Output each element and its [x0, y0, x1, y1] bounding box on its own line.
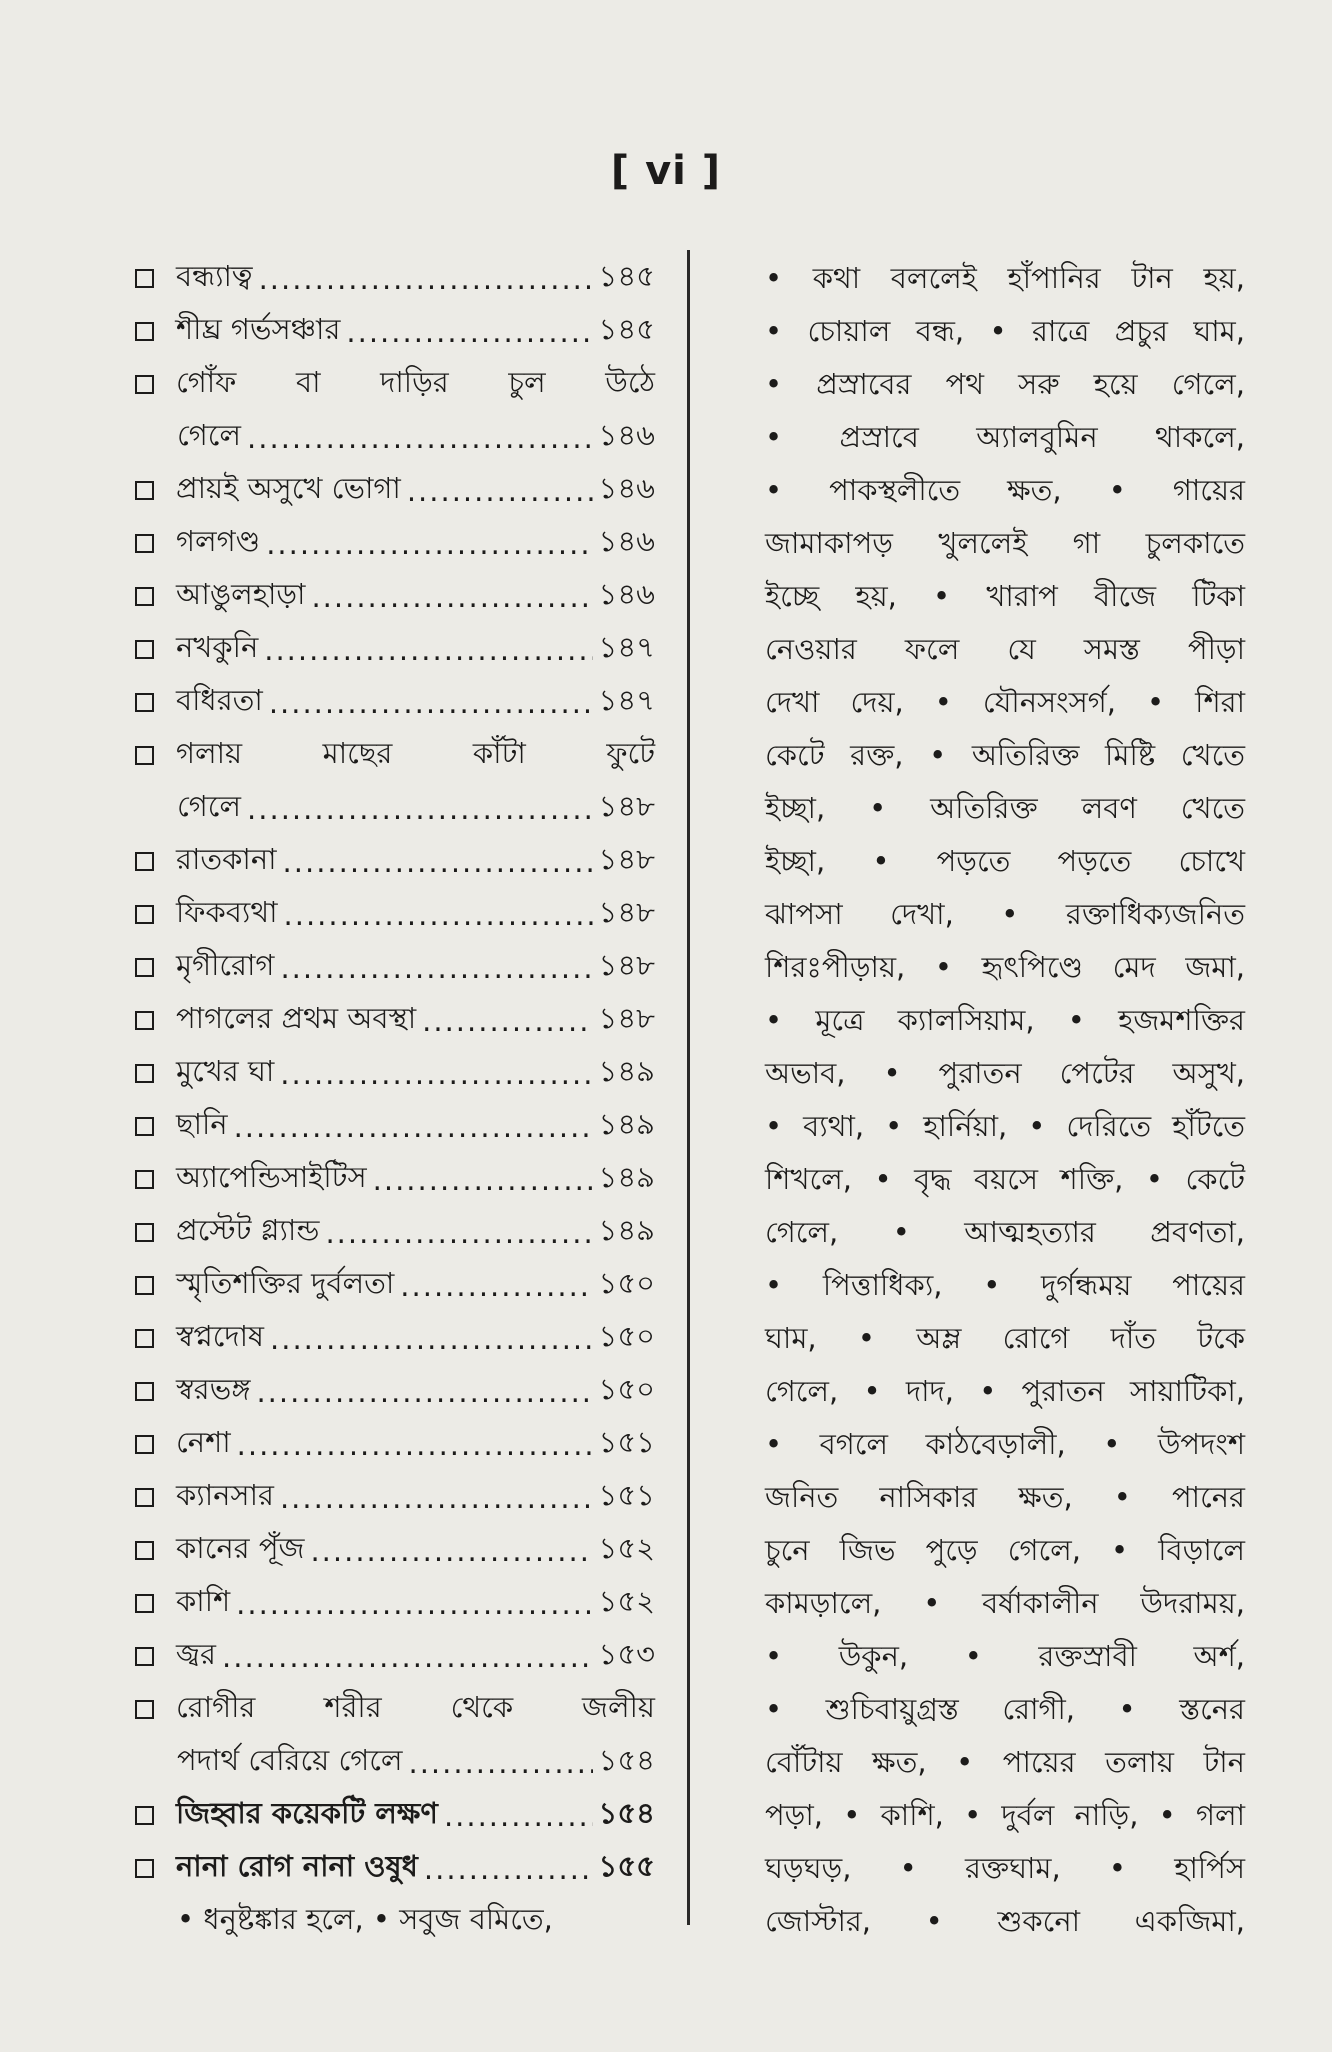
- dot-leader: [280, 1481, 593, 1515]
- toc-line: [135, 1524, 655, 1577]
- toc-entry: [135, 623, 655, 676]
- toc-entry: [135, 1047, 655, 1100]
- text-line: কামড়ালে, • বর্ষাকালীন উদরাময়,: [765, 1586, 1245, 1620]
- toc-line: [135, 888, 655, 941]
- toc-page-number: ১৪৯: [598, 1054, 655, 1088]
- toc-page-number: ১৪৯: [598, 1160, 655, 1194]
- toc-page-number: ১৫৪: [598, 1796, 655, 1830]
- text-line: • পিত্তাধিক্য, • দুর্গন্ধময় পায়ের: [765, 1268, 1245, 1302]
- checkbox-bullet-icon: [135, 1541, 154, 1560]
- checkbox-bullet-icon: [135, 1594, 154, 1613]
- toc-title: শীঘ্র গর্ভসঞ্চার: [176, 312, 341, 346]
- toc-entry: [135, 1630, 655, 1683]
- text-line: ইচ্ছে হয়, • খারাপ বীজে টিকা: [765, 579, 1245, 613]
- text-line: গেলে, • দাদ, • পুরাতন সায়াটিকা,: [765, 1374, 1245, 1408]
- toc-entry: [135, 888, 655, 941]
- checkbox-bullet-icon: [135, 1859, 154, 1878]
- checkbox-bullet-icon: [135, 958, 154, 977]
- toc-title: গলগণ্ড: [176, 524, 261, 558]
- toc-title: নেশা: [176, 1425, 231, 1459]
- toc-entry: [135, 1577, 655, 1630]
- dot-leader: [407, 474, 593, 508]
- toc-title: স্বপ্নদোষ: [176, 1319, 265, 1353]
- toc-page-number: ১৪৮: [598, 789, 655, 823]
- toc-line: [135, 1577, 655, 1630]
- toc-entry: [135, 1418, 655, 1471]
- toc-page-number: ১৫১: [598, 1478, 655, 1512]
- toc-entry: [135, 1312, 655, 1365]
- toc-entry: [135, 570, 655, 623]
- toc-title: কানের পূঁজ: [176, 1531, 305, 1565]
- text-line: ইচ্ছা, • অতিরিক্ত লবণ খেতে: [765, 791, 1245, 825]
- toc-line: [135, 517, 655, 570]
- toc-line: [135, 570, 655, 623]
- toc-title: গেলে: [177, 418, 242, 452]
- toc-page-number: ১৫১: [598, 1425, 655, 1459]
- dot-leader: [444, 1799, 593, 1833]
- checkbox-bullet-icon: [135, 322, 154, 341]
- dot-leader: [311, 580, 592, 614]
- checkbox-bullet-icon: [135, 375, 154, 394]
- checkbox-bullet-icon: [135, 1011, 154, 1030]
- checkbox-bullet-icon: [135, 1435, 154, 1454]
- text-line: কেটে রক্ত, • অতিরিক্ত মিষ্টি খেতে: [765, 738, 1245, 772]
- toc-title: জিহ্বার কয়েকটি লক্ষণ: [176, 1796, 438, 1830]
- dot-leader: [284, 898, 593, 932]
- checkbox-bullet-icon: [135, 1117, 154, 1136]
- toc-line: [135, 1736, 655, 1789]
- checkbox-bullet-icon: [135, 1382, 154, 1401]
- toc-page-number: ১৪৬: [598, 471, 655, 505]
- toc-title: জ্বর: [176, 1637, 217, 1671]
- toc-page-number: ১৪৬: [598, 418, 655, 452]
- toc-title: গলায় মাছের কাঁটা ফুটে: [176, 736, 655, 770]
- text-line: • পাকস্থলীতে ক্ষত, • গায়ের: [765, 473, 1245, 507]
- continuation-text: [765, 252, 1245, 1948]
- toc-line: [135, 1047, 655, 1100]
- toc-title: আঙুলহাড়া: [176, 577, 306, 611]
- toc-title: বধিরতা: [176, 683, 263, 717]
- toc-line: [135, 411, 655, 464]
- toc-title: রোগীর শরীর থেকে জলীয়: [176, 1690, 655, 1724]
- dot-leader: [266, 527, 592, 561]
- toc-page-number: ১৪৭: [598, 630, 655, 664]
- toc-line: [135, 729, 655, 782]
- text-line: • শুচিবায়ুগ্রস্ত রোগী, • স্তনের: [765, 1692, 1245, 1726]
- toc-line: [135, 1842, 655, 1895]
- dot-leader: [280, 1057, 592, 1091]
- text-line: শিরঃপীড়ায়, • হৃৎপিণ্ডে মেদ জমা,: [765, 950, 1245, 984]
- toc-entry: [135, 994, 655, 1047]
- text-line: • চোয়াল বন্ধ, • রাত্রে প্রচুর ঘাম,: [765, 314, 1245, 348]
- toc-entry: [135, 1683, 655, 1789]
- toc-line: [135, 623, 655, 676]
- dot-leader: [408, 1746, 592, 1780]
- toc-entry: [135, 1100, 655, 1153]
- toc-title: ফিকব্যথা: [176, 895, 278, 929]
- checkbox-bullet-icon: [135, 1806, 154, 1825]
- dot-leader: [237, 1428, 593, 1462]
- toc-page-number: ১৫০: [598, 1319, 655, 1353]
- toc-entry: [135, 517, 655, 570]
- dot-leader: [346, 315, 592, 349]
- dot-leader: [256, 1375, 592, 1409]
- toc-title: গেলে: [177, 789, 242, 823]
- text-line: • প্রস্রাবে অ্যালবুমিন থাকলে,: [765, 420, 1245, 454]
- toc-page-number: ১৪৮: [598, 842, 655, 876]
- toc-line: [135, 1365, 655, 1418]
- dot-leader: [236, 1587, 592, 1621]
- toc-title: স্মৃতিশক্তির দুর্বলতা: [176, 1266, 395, 1300]
- checkbox-bullet-icon: [135, 1276, 154, 1295]
- toc-line: [135, 1789, 655, 1842]
- dot-leader: [283, 845, 593, 879]
- toc-line: [135, 1471, 655, 1524]
- toc-entry: [135, 1842, 655, 1895]
- toc-entry: [135, 729, 655, 835]
- toc-title: পাগলের প্রথম অবস্থা: [176, 1001, 417, 1035]
- toc-title: পদার্থ বেরিয়ে গেলে: [177, 1743, 403, 1777]
- dot-leader: [264, 633, 592, 667]
- checkbox-bullet-icon: [135, 1223, 154, 1242]
- text-line: নেওয়ার ফলে যে সমস্ত পীড়া: [765, 632, 1245, 666]
- dot-leader: [222, 1640, 592, 1674]
- text-line: বোঁটায় ক্ষত, • পায়ের তলায় টান: [765, 1745, 1245, 1779]
- toc-line: [135, 1312, 655, 1365]
- toc-entry: [135, 464, 655, 517]
- toc-line: [135, 358, 655, 411]
- toc-page-number: ১৫০: [598, 1266, 655, 1300]
- toc-line: [135, 1153, 655, 1206]
- toc-page-number: ১৫২: [598, 1584, 655, 1618]
- checkbox-bullet-icon: [135, 1329, 154, 1348]
- toc-line: [135, 1259, 655, 1312]
- dot-leader: [325, 1216, 592, 1250]
- toc-line: [135, 1683, 655, 1736]
- toc-page-number: ১৪৯: [598, 1107, 655, 1141]
- toc-entry: [135, 835, 655, 888]
- toc-page-number: ১৪৫: [598, 259, 655, 293]
- toc-title: বন্ধ্যাত্ব: [176, 259, 253, 293]
- checkbox-bullet-icon: [135, 905, 154, 924]
- dot-leader: [270, 1322, 592, 1356]
- toc-page-number: ১৪৮: [598, 1001, 655, 1035]
- toc-title: মুখের ঘা: [176, 1054, 275, 1088]
- toc-line: [135, 305, 655, 358]
- text-line: জামাকাপড় খুললেই গা চুলকাতে: [765, 526, 1245, 560]
- toc-page-number: ১৪৬: [598, 577, 655, 611]
- toc-page-number: ১৫৩: [598, 1637, 655, 1671]
- text-line: ইচ্ছা, • পড়তে পড়তে চোখে: [765, 844, 1245, 878]
- toc-line: [135, 464, 655, 517]
- toc-title: গোঁফ বা দাড়ির চুল উঠে: [176, 365, 655, 399]
- toc-entry: [135, 1365, 655, 1418]
- dot-leader: [234, 1110, 593, 1144]
- dot-leader: [247, 421, 592, 455]
- text-line: ঝাপসা দেখা, • রক্তাধিক্যজনিত: [765, 897, 1245, 931]
- toc-title: প্রস্টেট গ্ল্যান্ড: [176, 1213, 320, 1247]
- text-line: অভাব, • পুরাতন পেটের অসুখ,: [765, 1056, 1245, 1090]
- toc-page-number: ১৫৪: [598, 1743, 655, 1777]
- toc-title: ক্যানসার: [176, 1478, 274, 1512]
- column-divider: [687, 250, 690, 1925]
- toc-title: রাতকানা: [176, 842, 277, 876]
- text-line: • বগলে কাঠবেড়ালী, • উপদংশ: [765, 1427, 1245, 1461]
- dot-leader: [269, 686, 593, 720]
- checkbox-bullet-icon: [135, 481, 154, 500]
- checkbox-bullet-icon: [135, 587, 154, 606]
- text-line: শিখলে, • বৃদ্ধ বয়সে শক্তি, • কেটে: [765, 1162, 1245, 1196]
- toc-page-number: ১৪৮: [598, 948, 655, 982]
- toc-line: [135, 1206, 655, 1259]
- toc-entry: [135, 941, 655, 994]
- toc-title: অ্যাপেন্ডিসাইটিস: [176, 1160, 367, 1194]
- text-line: ঘাম, • অম্ল রোগে দাঁত টকে: [765, 1321, 1245, 1355]
- toc-line: [135, 676, 655, 729]
- checkbox-bullet-icon: [135, 693, 154, 712]
- toc-entry: [135, 1259, 655, 1312]
- checkbox-bullet-icon: [135, 1064, 154, 1083]
- toc-line: [135, 1100, 655, 1153]
- toc-entry: [135, 252, 655, 305]
- toc-line: [135, 252, 655, 305]
- toc-page-number: ১৫৫: [598, 1849, 655, 1883]
- checkbox-bullet-icon: [135, 640, 154, 659]
- toc-line: [135, 941, 655, 994]
- text-line: ঘড়ঘড়, • রক্তঘাম, • হার্পিস: [765, 1851, 1245, 1885]
- toc-title: স্বরভঙ্গ: [176, 1372, 251, 1406]
- page-number: [ vi ]: [610, 148, 722, 194]
- text-line: পড়া, • কাশি, • দুর্বল নাড়ি, • গলা: [765, 1798, 1245, 1832]
- checkbox-bullet-icon: [135, 1488, 154, 1507]
- toc-title: কাশি: [176, 1584, 231, 1618]
- toc-page-number: ১৫২: [598, 1531, 655, 1565]
- toc-page-number: ১৪৭: [598, 683, 655, 717]
- text-line: • প্রস্রাবের পথ সরু হয়ে গেলে,: [765, 367, 1245, 401]
- dot-leader: [259, 262, 593, 296]
- toc-entry: [135, 1471, 655, 1524]
- toc-title: নানা রোগ নানা ওষুধ: [176, 1849, 418, 1883]
- text-line: গেলে, • আত্মহত্যার প্রবণতা,: [765, 1215, 1245, 1249]
- dot-leader: [373, 1163, 593, 1197]
- text-line: • মূত্রে ক্যালসিয়াম, • হজমশক্তির: [765, 1003, 1245, 1037]
- checkbox-bullet-icon: [135, 269, 154, 288]
- toc-entry: [135, 1206, 655, 1259]
- dot-leader: [422, 1004, 592, 1038]
- dot-leader: [424, 1852, 593, 1886]
- toc-entry: [135, 358, 655, 464]
- toc-title: মৃগীরোগ: [176, 948, 275, 982]
- checkbox-bullet-icon: [135, 1647, 154, 1666]
- toc-title: প্রায়ই অসুখে ভোগা: [176, 471, 401, 505]
- toc-list: [135, 252, 655, 1948]
- toc-page-number: ১৫০: [598, 1372, 655, 1406]
- toc-line: [135, 835, 655, 888]
- toc-line: [135, 1418, 655, 1471]
- bullet-text-line: • ধনুষ্টঙ্কার হলে, • সবুজ বমিতে,: [177, 1902, 553, 1936]
- toc-entry: [135, 676, 655, 729]
- checkbox-bullet-icon: [135, 1700, 154, 1719]
- toc-title: ছানি: [176, 1107, 228, 1141]
- checkbox-bullet-icon: [135, 534, 154, 553]
- text-line: জনিত নাসিকার ক্ষত, • পানের: [765, 1480, 1245, 1514]
- toc-page-number: ১৪৮: [598, 895, 655, 929]
- checkbox-bullet-icon: [135, 852, 154, 871]
- text-line: • ব্যথা, • হার্নিয়া, • দেরিতে হাঁটতে: [765, 1109, 1245, 1143]
- dot-leader: [310, 1534, 592, 1568]
- text-line: • উকুন, • রক্তস্রাবী অর্শ,: [765, 1639, 1245, 1673]
- toc-title: নখকুনি: [176, 630, 259, 664]
- toc-line: [135, 994, 655, 1047]
- toc-entry: [135, 305, 655, 358]
- toc-entry: [135, 1153, 655, 1206]
- text-line: চুনে জিভ পুড়ে গেলে, • বিড়ালে: [765, 1533, 1245, 1567]
- dot-leader: [247, 792, 592, 826]
- toc-entry: [135, 1524, 655, 1577]
- text-line: দেখা দেয়, • যৌনসংসর্গ, • শিরা: [765, 685, 1245, 719]
- checkbox-bullet-icon: [135, 1170, 154, 1189]
- toc-page-number: ১৪৬: [598, 524, 655, 558]
- toc-page-number: ১৪৯: [598, 1213, 655, 1247]
- text-line: জোস্টার, • শুকনো একজিমা,: [765, 1904, 1245, 1938]
- toc-line: [135, 782, 655, 835]
- toc-line: [135, 1630, 655, 1683]
- text-line: • কথা বললেই হাঁপানির টান হয়,: [765, 261, 1245, 295]
- toc-entry: [135, 1789, 655, 1842]
- dot-leader: [400, 1269, 592, 1303]
- checkbox-bullet-icon: [135, 746, 154, 765]
- dot-leader: [280, 951, 592, 985]
- toc-page-number: ১৪৫: [598, 312, 655, 346]
